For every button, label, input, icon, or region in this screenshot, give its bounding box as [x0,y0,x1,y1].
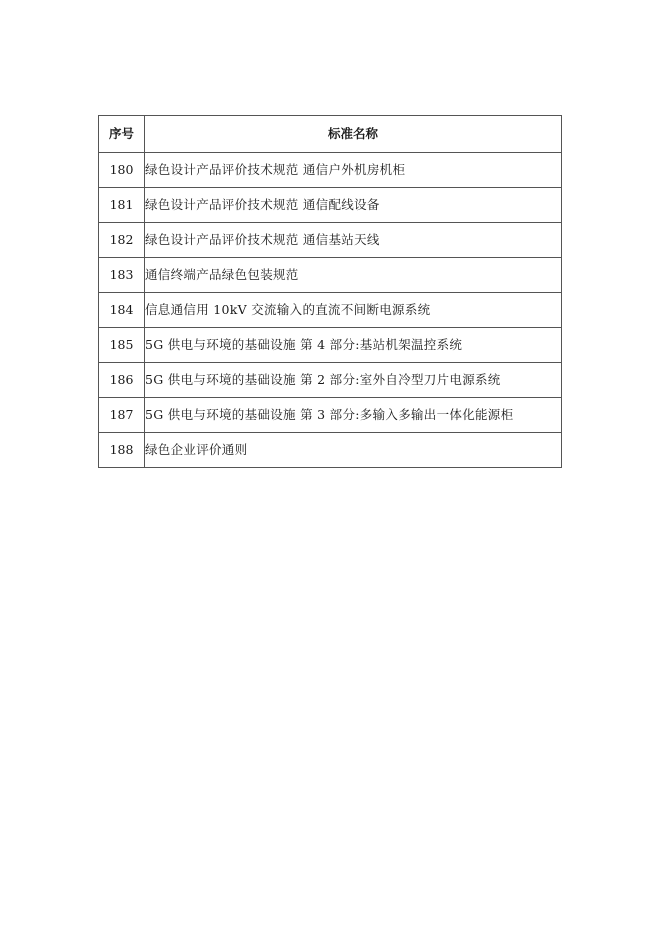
table-header-row [99,116,562,153]
table-row [99,258,562,293]
table-row [99,188,562,223]
table-row [99,293,562,328]
row-standard-name: 通信终端产品绿色包装规范 [145,258,562,293]
row-standard-name: 5G 供电与环境的基础设施 第 2 部分:室外自冷型刀片电源系统 [145,363,562,398]
row-standard-name: 绿色企业评价通则 [145,433,562,468]
row-standard-name: 绿色设计产品评价技术规范 通信户外机房机柜 [145,153,562,188]
table-row [99,433,562,468]
row-serial-number: 181 [99,188,145,223]
row-serial-number: 186 [99,363,145,398]
row-standard-name: 5G 供电与环境的基础设施 第 3 部分:多输入多输出一体化能源柜 [145,398,562,433]
row-standard-name: 绿色设计产品评价技术规范 通信基站天线 [145,223,562,258]
row-serial-number: 185 [99,328,145,363]
table-row [99,328,562,363]
row-serial-number: 180 [99,153,145,188]
row-serial-number: 188 [99,433,145,468]
row-standard-name: 5G 供电与环境的基础设施 第 4 部分:基站机架温控系统 [145,328,562,363]
row-serial-number: 182 [99,223,145,258]
row-serial-number: 187 [99,398,145,433]
table-row [99,223,562,258]
table-row [99,398,562,433]
row-standard-name: 信息通信用 10kV 交流输入的直流不间断电源系统 [145,293,562,328]
standards-table [98,115,562,468]
row-standard-name: 绿色设计产品评价技术规范 通信配线设备 [145,188,562,223]
table-row [99,153,562,188]
header-standard-name: 标准名称 [145,116,562,153]
header-serial-number: 序号 [99,116,145,153]
row-serial-number: 183 [99,258,145,293]
table-row [99,363,562,398]
row-serial-number: 184 [99,293,145,328]
